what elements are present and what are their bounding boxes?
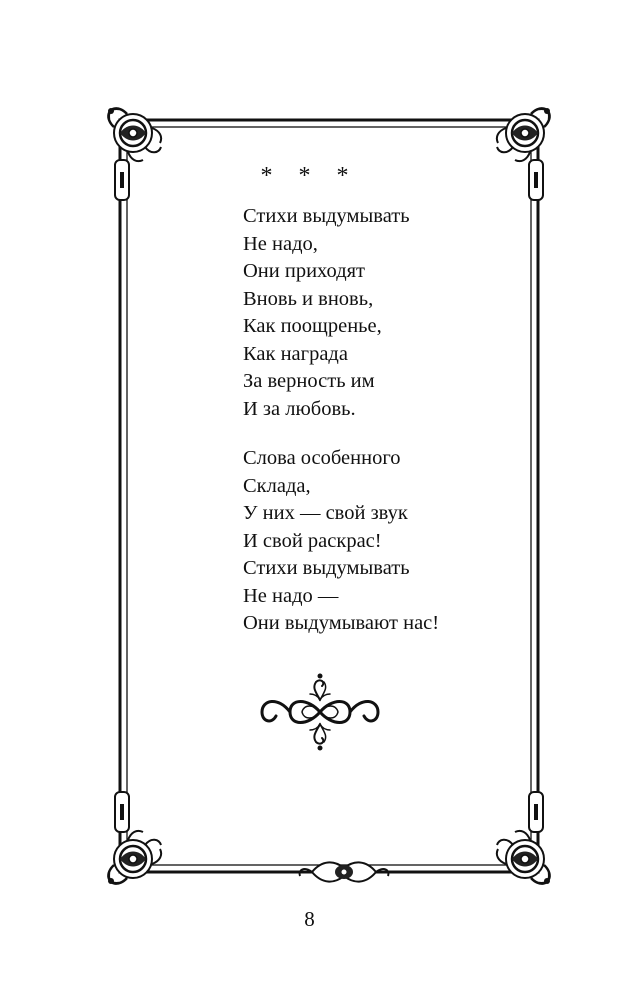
poem <box>243 203 533 660</box>
poem-line: Слова особенного <box>243 447 401 469</box>
poem-line: Склада, <box>243 474 311 497</box>
poem-line: И свой раскрас! <box>243 529 382 552</box>
poem-line: Стихи выдумывать <box>243 557 410 579</box>
poem-line: И за любовь. <box>243 397 356 420</box>
page-number: 8 <box>304 907 315 931</box>
flourish-divider-icon <box>256 670 384 754</box>
poem-line: Не надо — <box>243 584 339 607</box>
poem-line: Они приходят <box>243 260 366 282</box>
poem-line: Вновь и вновь, <box>243 287 374 310</box>
stanza <box>243 203 533 423</box>
poem-line: У них — свой звук <box>243 502 408 524</box>
stanza <box>243 445 533 638</box>
poem-line: Как поощренье, <box>243 315 382 337</box>
poem-line: Они выдумывают нас! <box>243 612 440 634</box>
poem-line: Не надо, <box>243 232 318 255</box>
poem-line: За верность им <box>243 370 375 392</box>
poem-line: Стихи выдумывать <box>243 205 410 227</box>
poem-line: Как награда <box>243 342 348 365</box>
section-asterisks: * * * <box>260 163 359 189</box>
